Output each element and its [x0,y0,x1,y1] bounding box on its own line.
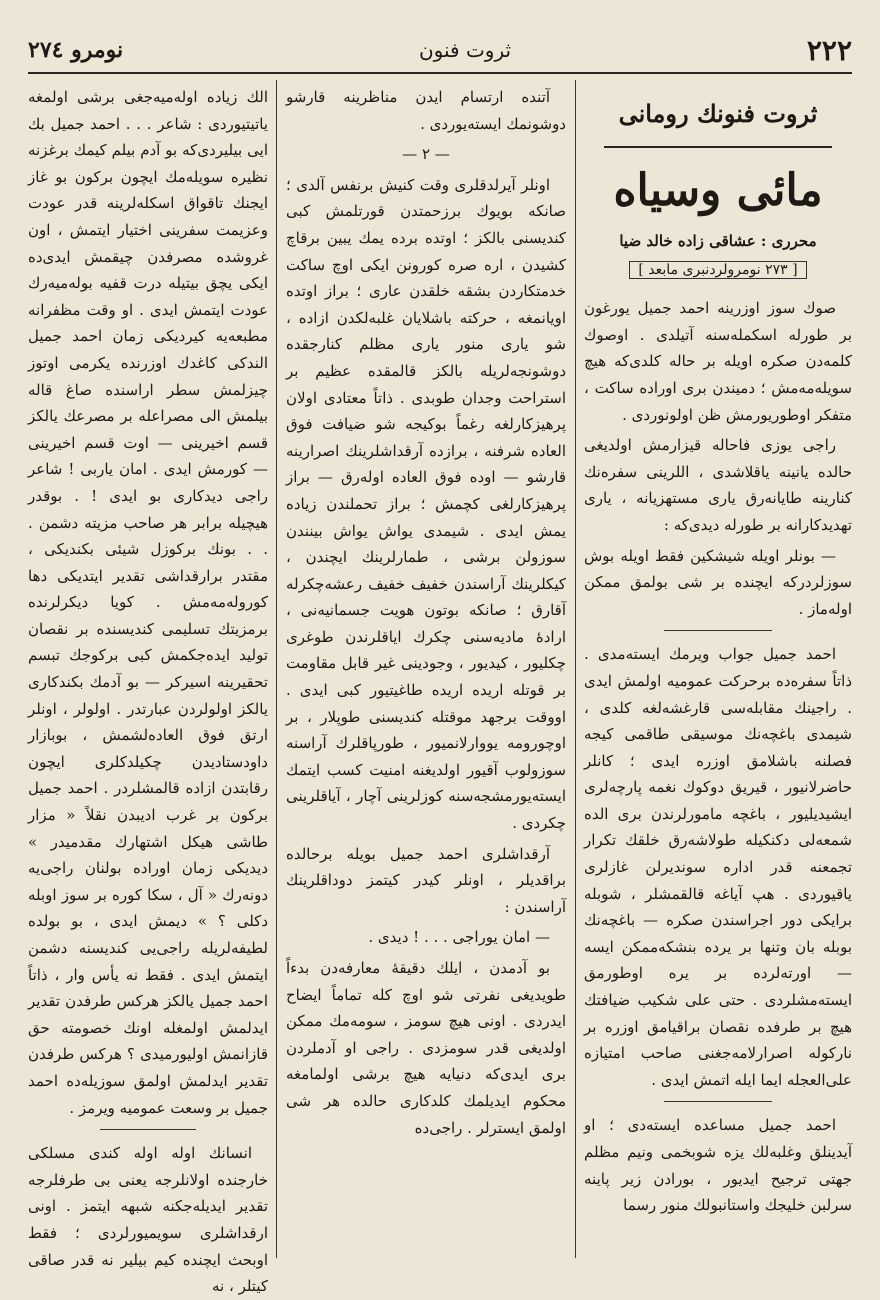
paragraph: راجی یوزی فاحاله قیزارمش اولدیغی حالده یانینه یاقلاشدی ، اللرینی سفره‌نك کنارینه طایانه‌رق یاری مستهزیانه ، یاری تهدیدکارانه بر طورله دیدی‌که : [584,436,852,534]
paragraph-divider [100,1129,196,1130]
journal-title: ثروت فنون [418,38,512,62]
paragraph: آتنده ارتسام ایدن مناظرینه قارشو دوشونمك ایسته‌یوردی . [286,88,566,133]
column-middle [286,84,566,1256]
serial-masthead: ثروت فنونك رومانی [618,99,818,128]
paragraph: انسانك اوله اوله کندی مسلکی خارجنده اولانلرجه یعنی بی طرفلرجه تقدیر ایدیله‌جکنه شبهه ایتمز . اونی ارقداشلری سویمیورلردی ؛ فقط اوبحث ایچنده کیم بیلیر نه قدر صاقی کیتلر ، نه [28,1144,268,1296]
paragraph: الك زیاده اوله‌میه‌جغی برشی اولمغه یاتیتیوردی : شاعر . . . احمد جمیل بك ایی بیلیردی‌که بو آدم بیلم کیمك برغزنه نظیره سویله‌مك ایچون برکون بو غاز ایجنك تاقواق اسکله‌لرینه قدر عودت وعزیمت سفرینی اختیار ایتمش ، اون غروشده مصرفدن چیقمش ایدی‌ده ایکی یچق بیتیله درت قفیه بوله‌میه‌رك عودت ایتمش ایدی . او وقت مظفرانه مطبعه‌یه کیردیکی زمان احمد جمیل الندکی کاغدك اوزرنده یکرمی اوتوز چیزلمش سطر اراسنده صاغ قاله بیلمش الی مصراعله بر مصرعك یالکز قسم اخیرینی — اوت قسم اخیرینی — کورمش ایدی . امان یاربی ! شاعر راجی دیدکاری بو ایدی ! . بوقدر هیچیله برابر هر صاحب مزیته دشمن . . . بونك برکوزل شیئی بکندیکی ، مقتدر برارقداشی تقدیر ایتدیکی دها کوروله‌مه‌مش . کویا دیکرلرنده برمزیتك تسلیمی کندیسنده بر نقصان تولید ایده‌جکمش کبی برکوجك تبسم تحقیرینه اسیرکر — بو آدمك بکندکاری یالکز اولولردن عبارتدر . اولولر ، اونلر ارتق فوق العاده‌لشمش ، بوبازار داودستادیدن چکیلدکلری ایچون رقابتدن ازاده قالمشلردر . احمد جمیل برکون بر غرب ادیبدن نقلاً « مزار طاشی هیکل اشتهارك مقدمیدر » دیدیکی زمان اوراده بولنان راجی‌یه دونه‌رك « آل ، سکا کوره بر سوز اوبله دکلی ؟ » دیمش ایدی ، بو بولده لطیفه‌لریله راجی‌یی کندیسنه دشمن ایتمش ایدی . فقط نه یأس وار ، ذاتاً احمد جمیل یالکز هرکس طرفدن تقدیر ایدلمش اولمغله اونك خصومته حق قازانمش اولیورمیدی ؟ هرکس طرفدن تقدیر ایدلمش اولمق سوزیله‌ده احمد جمیل بر وسعت عمومیه ویرمز . [28,88,268,1117]
paragraph-divider [664,1101,771,1102]
column-right [584,84,852,1256]
paragraph: اونلر آیرلدقلری وقت کنیش برنفس آلدی ؛ صانکه بویوك برزحمتدن قورتلمش کبی کندیسنی بالکز ؛ اوتده برده یمك یبین برقاچ کشیدن ، اره صره کورونن ایکی اوچ ساکت خدمتکاردن بشقه خلقدن عاری ؛ براز اوتده اویانمغه ، حرکته باشلایان غلبه‌لکدن ازاده ، شو یاری منور یاری مظلم کنارجقده دوشونجه‌لریله بالکز قالمقده عظیم بر استراحت وجدان طوبدی . ذاتاً معتادی اولان پرهیزکارلغه رغماً بوکیجه شو ضیافت فوق العاده شرفنه ، برازده آرقداشلرینك اصرارینه قارشو — اوده فوق العاده اوله‌رق — براز پرهیزکارلغی کچمش ؛ براز تحملندن زیاده یمش ایدی . شیمدی یواش یواش بینندن سوزولن برشی ، طمارلرینك ایچندن ، کیکلرینك آراسندن خفیف خفیف رعشه‌چکرله آقارق ؛ صانکه بوتون هویت جسمانیه‌نی ، ارادهٔ مادیه‌سنی چکرك ایاقلرندن طوغری چکلیور ، کیدیور ، وجودینی غیر قابل مقاومت بر قوتله اریده اریده طاغیتیور کبی ایدی . اووقت برجهد موقتله کندیسنی طوپلار ، بر اوچورومه یووارلانمیور ، طورپاقلرك آراسنه سوزولوب آقیور اولدیغنه امنیت کسب ایتمك ایسته‌یورمشجه‌سنه کوزلرینی آچار ، آیاقلرینی چکردی . [286,175,566,833]
column-divider [276,80,277,1258]
continuation-note: [ ٢٧٣ نومرولردنبری مابعد ] [584,257,852,284]
paragraph-divider [664,630,771,631]
page-number: ٢٢٢ [806,33,852,67]
issue-number: نومرو ٢٧٤ [28,37,124,63]
paragraph: — بونلر اویله شیشکین فقط اویله بوش سوزلردرکه ایچنده بر شی بولمق ممکن اوله‌ماز . [584,546,852,618]
column-divider [575,80,576,1258]
paragraph: آرقداشلری احمد جمیل بویله برحالده براقدیلر ، اونلر کیدر کیتمز دوداقلرینك آراسندن : [286,844,566,916]
author-line: محرری : عشاقی زاده خالد ضیا [619,232,817,250]
paragraph: بو آدمدن ، ایلك دقیقهٔ معارفه‌دن بدءاً طویدیغی نفرتی شو اوچ کله تماماً ایضاح ایدردی . اونی هیچ سومز ، سومه‌مك ممکن اولدیغی قدر سومزدی . راجی او آدملردن بری ایدی‌که دنیایه هیچ برشی اولمامغه محکوم ایدیلمك کلدکاری حالده هر شی اولمق ایسترلر . راجی‌ده [286,959,566,1137]
novel-title: مائی وسیاه [613,165,823,216]
paragraph: احمد جمیل جواب ویرمك ایسته‌مدی . ذاتاً سفره‌ده برحرکت عمومیه اولمش ایدی . راجینك مقابله‌سی قارغشه‌لغه کلدی ، شیمدی باغچه‌نك موسیقی طاقمی کیجه فصلنه باشلامق اوزره ایدی ؛ کانلر حاضرلانیور ، قیریق دوکوك نغمه پارچه‌لری ایشیدیلیور ، باغچه مامورلرندن بری الده شمعه‌لی دکنکیله طولاشه‌رق خلقك تکرار تجمعنه قدر اداره‌ سوندیرلن غازلری یاقیوردی . هپ آیاغه قالقمشلر ، شوبله برایکی دور اجراسندن صکره — باغچه‌نك بوبله بان وتنها بر یرده بنشکه‌ممکن ایسه — اورته‌لرده بر یره اوطورمق ایسته‌مشلردی . حتی علی شکیب ضیافتك هیچ بر طرفده نقصان براقیامق اوزره بر نارکوله اصرارلامه‌جغنی صاحب امتیازه علی‌العجله ایما ایله اتمش ایدی . [584,645,852,1089]
column-left [28,84,268,1296]
page-header [28,28,852,74]
paragraph: صوك سوز اوزرینه احمد جمیل یورغون بر طورله اسکمله‌سنه آتیلدی . اوصوك کلمه‌دن صکره اویله بر حاله کلدی‌که هیچ سویله‌مه‌مش ؛ دمیندن بری اوراده ساکت ، متفکر اوطوریورمش ظن اولونوردی . [584,299,852,424]
section-number: — ٢ — [402,145,450,164]
masthead-divider [604,146,832,148]
paragraph: — امان یوراجی . . . ! دیدی . [368,928,550,947]
paragraph: احمد جمیل مساعده ایسته‌دی ؛ او آیدینلق وغلبه‌لك یزه شوبخمی ونیم مظلم جهتی ترجیح ایدیور ، بورادن زیر پاینه سرلبن خلیجك واستانبولك منور رسما [584,1116,852,1215]
